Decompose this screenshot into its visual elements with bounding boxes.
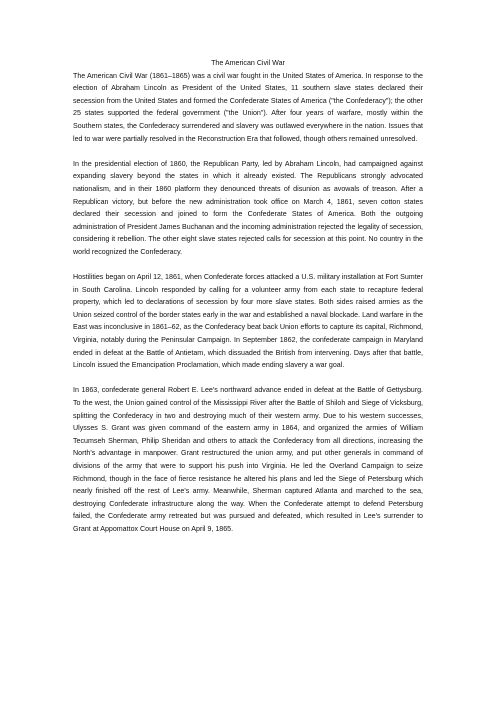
paragraph-1: The American Civil War (1861–1865) was a civil war fought in the United States of America. In response to the election of Abraham Lincoln as President of the United States, 11 southern slave states declared their secession from the United States and formed the Confederate States of America ("the Confederacy"); the other 25 states supported the federal government ("the Union"). After four years of warfare, mostly within the Southern states, the Confederacy surrendered and slavery was outlawed everywhere in the nation. Issues that led to war were partially resolved in the Reconstruction Era that followed, though others remained unresolved. (73, 71, 423, 143)
paragraph-3: Hostilities began on April 12, 1861, when Confederate forces attacked a U.S. military installation at Fort Sumter in South Carolina. Lincoln responded by calling for a volunteer army from each state to recapture federal property, which led to declarations of secession by four more slave states. Both sides raised armies as the Union seized control of the border states early in the war and established a naval blockade. Land warfare in the East was inconclusive in 1861–62, as the Confederacy beat back Union efforts to capture its capital, Richmond, Virginia, notably during the Peninsular Campaign. In September 1862, the confederate campaign in Maryland ended in defeat at the Battle of Antietam, which dissuaded the British from intervening. Days after that battle, Lincoln issued the Emancipation Proclamation, which made ending slavery a war goal. (73, 273, 423, 370)
paragraph-2: In the presidential election of 1860, the Republican Party, led by Abraham Lincoln, had campaigned against expanding slavery beyond the states in which it already existed. The Republicans strongly advocated nationalism, and in their 1860 platform they denounced threats of disunion as avowals of treason. After a Republican victory, but before the new administration took office on March 4, 1861, seven cotton states declared their secession and joined to form the Confederate States of America. Both the outgoing administration of President James Buchanan and the incoming administration rejected the legality of secession, considering it rebellion. The other eight slave states rejected calls for secession at this point. No country in the world recognized the Confederacy. (73, 159, 423, 256)
document-page (73, 57, 423, 548)
document-title: The American Civil War (211, 59, 285, 67)
paragraph-4: In 1863, confederate general Robert E. Lee's northward advance ended in defeat at the Battle of Gettysburg. To the west, the Union gained control of the Mississippi River after the Battle of Shiloh and Siege of Vicksburg, splitting the Confederacy in two and destroying much of their western army. Due to his western successes, Ulysses S. Grant was given command of the eastern army in 1864, and organized the armies of William Tecumseh Sherman, Philip Sheridan and others to attack the Confederacy from all directions, increasing the North's advantage in manpower. Grant restructured the union army, and put other generals in command of divisions of the army that were to support his push into Virginia. He led the Overland Campaign to seize Richmond, though in the face of fierce resistance he altered his plans and led the Siege of Petersburg which nearly finished off the rest of Lee's army. Meanwhile, Sherman captured Atlanta and marched to the sea, destroying Confederate infrastructure along the way. When the Confederate attempt to defend Petersburg failed, the Confederate army retreated but was pursued and defeated, which resulted in Lee's surrender to Grant at Appomattox Court House on April 9, 1865. (73, 386, 423, 533)
